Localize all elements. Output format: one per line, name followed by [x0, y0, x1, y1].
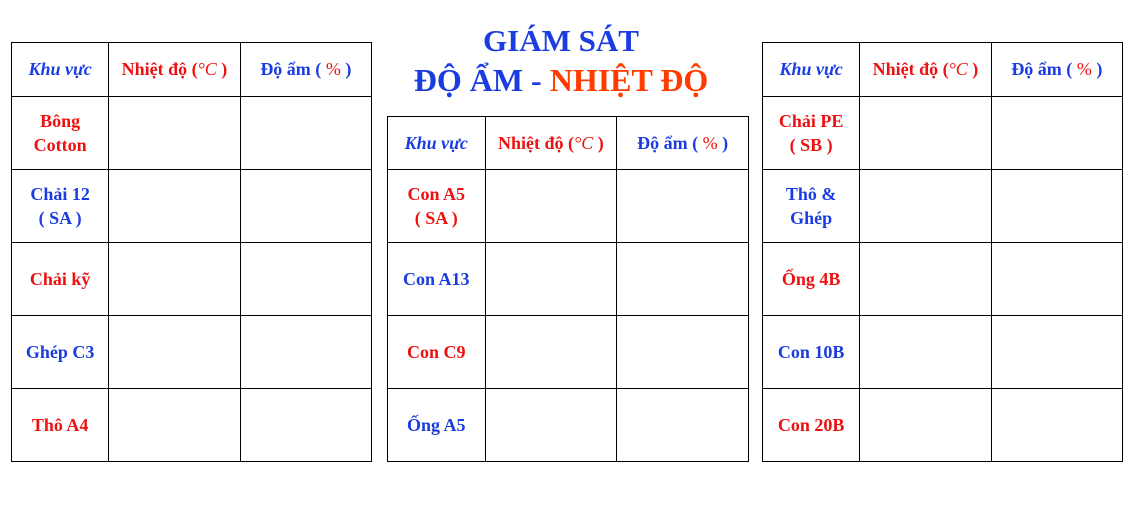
temperature-cell[interactable]	[860, 170, 991, 243]
temperature-cell[interactable]	[860, 243, 991, 316]
table-row	[763, 170, 1123, 243]
area-label: Con A13	[403, 269, 470, 289]
humidity-cell[interactable]	[617, 170, 749, 243]
area-cell	[12, 170, 109, 243]
header-temperature	[109, 43, 240, 97]
page-title	[380, 22, 742, 100]
area-label: Chải PE	[778, 111, 844, 131]
temperature-cell[interactable]	[860, 97, 991, 170]
table-row	[12, 170, 372, 243]
title-line-2	[380, 60, 742, 100]
monitoring-table-right	[762, 42, 1123, 462]
temperature-cell[interactable]	[485, 316, 617, 389]
area-label: Ghép C3	[25, 342, 95, 362]
area-cell	[12, 389, 109, 462]
humidity-cell[interactable]	[240, 97, 371, 170]
header-area	[12, 43, 109, 97]
title-separator: -	[523, 62, 550, 98]
humidity-cell[interactable]	[240, 243, 371, 316]
area-label: ( SA )	[414, 208, 458, 228]
temperature-cell[interactable]	[109, 316, 240, 389]
temperature-cell[interactable]	[109, 170, 240, 243]
header-area	[763, 43, 860, 97]
area-label: Con 10B	[777, 342, 845, 362]
area-cell	[12, 243, 109, 316]
humidity-cell[interactable]	[240, 389, 371, 462]
area-cell	[12, 316, 109, 389]
temperature-cell[interactable]	[860, 389, 991, 462]
header-area-label: Khu vực	[779, 59, 843, 79]
monitoring-table-left	[11, 42, 372, 462]
table-row	[763, 243, 1123, 316]
header-humidity-close: )	[717, 132, 729, 153]
humidity-cell[interactable]	[991, 97, 1122, 170]
area-label: ( SB )	[789, 135, 833, 155]
area-label: Ống A5	[407, 415, 466, 435]
area-label: Chải 12	[30, 184, 90, 204]
header-humidity	[991, 43, 1122, 97]
area-label: Con A5	[407, 184, 466, 204]
table-row	[388, 389, 749, 462]
humidity-cell[interactable]	[617, 389, 749, 462]
header-temperature-close: )	[593, 132, 604, 153]
header-temperature-unit: °C	[948, 59, 968, 79]
header-temperature-label: Nhiệt độ (	[121, 59, 198, 79]
humidity-cell[interactable]	[617, 316, 749, 389]
humidity-cell[interactable]	[991, 389, 1122, 462]
area-label: Bông	[40, 111, 81, 131]
header-area-label: Khu vực	[404, 132, 468, 153]
humidity-cell[interactable]	[617, 243, 749, 316]
table-row	[12, 316, 372, 389]
header-humidity-label: Độ ẩm (	[1011, 59, 1077, 79]
area-cell	[388, 316, 486, 389]
area-label: Ghép	[790, 208, 833, 228]
area-cell	[763, 170, 860, 243]
header-temperature-close: )	[967, 59, 979, 79]
area-label: Cotton	[33, 135, 87, 155]
header-temperature-label: Nhiệt độ (	[498, 132, 575, 153]
area-cell	[12, 97, 109, 170]
humidity-cell[interactable]	[991, 243, 1122, 316]
area-label: Ống 4B	[781, 269, 841, 289]
temperature-cell[interactable]	[109, 389, 240, 462]
header-humidity	[240, 43, 371, 97]
area-label: ( SA )	[38, 208, 82, 228]
area-cell	[763, 97, 860, 170]
title-line-1: GIÁM SÁT	[483, 23, 639, 58]
area-cell	[388, 243, 486, 316]
area-cell	[763, 243, 860, 316]
area-label: Con 20B	[777, 415, 845, 435]
temperature-cell[interactable]	[485, 243, 617, 316]
area-cell	[388, 389, 486, 462]
header-humidity-unit: %	[325, 59, 341, 79]
header-humidity	[617, 117, 749, 170]
table-row	[388, 316, 749, 389]
header-row	[763, 43, 1123, 97]
header-temperature	[485, 117, 617, 170]
area-label: Thô A4	[31, 415, 89, 435]
title-temperature: NHIỆT ĐỘ	[549, 62, 709, 98]
table-row	[12, 243, 372, 316]
header-temperature-unit: °C	[574, 132, 594, 153]
header-row	[388, 117, 749, 170]
header-temperature-label: Nhiệt độ (	[872, 59, 949, 79]
table-row	[12, 97, 372, 170]
table-row	[763, 389, 1123, 462]
header-temperature	[860, 43, 991, 97]
header-row	[12, 43, 372, 97]
temperature-cell[interactable]	[485, 389, 617, 462]
header-temperature-close: )	[216, 59, 228, 79]
area-cell	[388, 170, 486, 243]
header-humidity-label: Độ ẩm (	[260, 59, 326, 79]
header-humidity-close: )	[1091, 59, 1103, 79]
humidity-cell[interactable]	[991, 316, 1122, 389]
table-row	[763, 316, 1123, 389]
header-humidity-label: Độ ẩm (	[637, 132, 703, 153]
header-humidity-close: )	[340, 59, 352, 79]
area-cell	[763, 316, 860, 389]
header-humidity-unit: %	[1076, 59, 1092, 79]
table-row	[763, 97, 1123, 170]
area-label: Thô &	[785, 184, 837, 204]
table-row	[12, 389, 372, 462]
header-area-label: Khu vực	[28, 59, 92, 79]
area-cell	[763, 389, 860, 462]
humidity-cell[interactable]	[240, 316, 371, 389]
humidity-cell[interactable]	[991, 170, 1122, 243]
area-label: Chải kỹ	[29, 269, 91, 289]
table-row	[388, 170, 749, 243]
temperature-cell[interactable]	[109, 243, 240, 316]
temperature-cell[interactable]	[109, 97, 240, 170]
header-humidity-unit: %	[702, 132, 718, 153]
header-area	[388, 117, 486, 170]
temperature-cell[interactable]	[860, 316, 991, 389]
temperature-cell[interactable]	[485, 170, 617, 243]
header-temperature-unit: °C	[197, 59, 217, 79]
table-row	[388, 243, 749, 316]
title-humidity: ĐỘ ẨM	[413, 62, 524, 98]
monitoring-table-middle	[387, 116, 749, 462]
humidity-cell[interactable]	[240, 170, 371, 243]
area-label: Con C9	[407, 342, 466, 362]
